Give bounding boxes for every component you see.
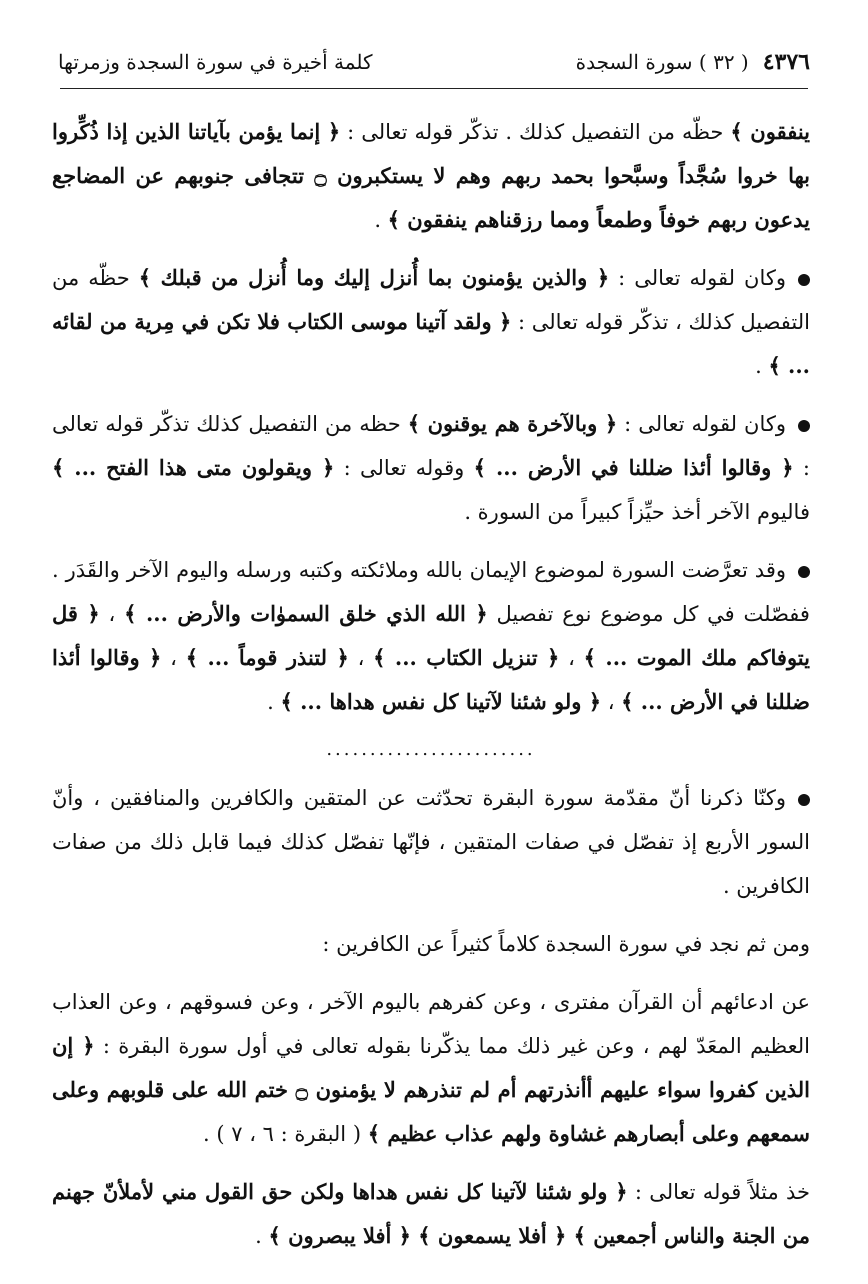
commentary-text: ومن ثم نجد في سورة السجدة كلاماً كثيراً عن الكافرين :: [322, 932, 810, 956]
bullet-icon: [798, 420, 810, 432]
bullet-icon: [798, 794, 810, 806]
header-right: [576, 49, 810, 75]
commentary-text: خذ مثلاً قوله تعالى :: [627, 1180, 810, 1204]
commentary-text: وكان لقوله تعالى :: [617, 412, 786, 436]
verse-text: ﴿ إنما يؤمن بآياتنا الذين إذا ذُكِّروا بها خروا سُجَّداً وسبَّحوا بحمد ربهم وهم لا يستكبرون ۝ تتجافى جنوبهم عن المضاجع يدعون ربهم خوفاً وطمعاً ومما رزقناهم ينفقون ﴾: [52, 119, 811, 232]
commentary-text: ،: [161, 646, 186, 670]
verse-text: ﴿ والذين يؤمنون بما أُنزل إليك وما أُنزل من قبلك ﴾: [138, 265, 610, 290]
commentary-text: وكنّا ذكرنا أنّ مقدّمة سورة البقرة تحدّثت عن المتقين والكافرين والمنافقين ، وأنّ السور الأربع إذ تفصّل في صفات المتقين ، فإنّها تفصّل كذلك فيما قابل ذلك من صفات الكافرين .: [52, 786, 810, 898]
verse-text: ﴿ إن الذين كفروا سواء عليهم أأنذرتهم أم لم تنذرهم لا يؤمنون ۝ ختم الله على قلوبهم وعلى سمعهم وعلى أبصارهم غشاوة ولهم عذاب عظيم ﴾: [52, 1033, 810, 1146]
paragraph-1: [52, 110, 810, 242]
verse-text: ﴿ وقالوا أئذا ضللنا في الأرض ... ﴾: [52, 645, 810, 714]
commentary-text: حظّه من التفصيل كذلك . تذكّر قوله تعالى :: [340, 120, 731, 144]
commentary-text: وقد تعرَّضت السورة لموضوع الإيمان بالله وملائكته وكتبه ورسله واليوم الآخر والقَدَر . ففصّلت في كل موضوع نوع تفصيل: [52, 558, 810, 626]
paragraph-2: [52, 256, 810, 388]
verse-text: ﴿ قل يتوفاكم ملك الموت ... ﴾: [52, 601, 810, 670]
commentary-text: وقوله تعالى :: [334, 456, 474, 480]
commentary-text: فاليوم الآخر أخذ حيِّزاً كبيراً من السورة .: [464, 500, 810, 524]
commentary-text: ،: [601, 690, 622, 714]
running-header: [58, 40, 810, 84]
commentary-text: حظّه من التفصيل كذلك ، تذكّر قوله تعالى :: [52, 266, 810, 334]
verse-citation: ( البقرة : ٦ ، ٧ ) .: [203, 1122, 368, 1146]
paragraph-3: [52, 402, 810, 534]
verse-text: ينفقون ﴾: [730, 119, 810, 144]
verse-text: ﴿ ولقد آتينا موسى الكتاب فلا تكن في مِرية من لقائه ... ﴾: [52, 309, 810, 378]
commentary-text: ،: [559, 646, 584, 670]
verse-text: ﴿ لتنذر قوماً ... ﴾: [185, 645, 349, 670]
commentary-text: عن ادعائهم أن القرآن مفترى ، وعن كفرهم باليوم الآخر ، وعن فسوقهم ، وعن العذاب العظيم المعَدّ لهم ، وعن غير ذلك مما يذكّرنا بقوله تعالى في أول سورة البقرة :: [52, 990, 810, 1058]
verse-text: ﴿ وبالآخرة هم يوقنون ﴾: [407, 411, 618, 436]
commentary-text: حظه من التفصيل كذلك تذكّر قوله تعالى :: [52, 412, 810, 480]
page-body: [52, 110, 810, 1258]
verse-text: ﴿ ويقولون متى هذا الفتح ... ﴾: [52, 455, 335, 480]
verse-text: ﴿ ولو شئنا لآتينا كل نفس هداها ولكن حق القول مني لأملأنّ جهنم من الجنة والناس أجمعين ﴾ ﴿ أفلا يسمعون ﴾ ﴿ أفلا يبصرون ﴾: [52, 1179, 810, 1248]
chapter-title: كلمة أخيرة في سورة السجدة وزمرتها: [58, 50, 373, 74]
paragraph-6: [52, 922, 810, 966]
verse-text: ﴿ الله الذي خلق السموٰات والأرض ... ﴾: [124, 601, 488, 626]
surah-reference: ( ٣٢ ) سورة السجدة: [575, 50, 749, 74]
section-separator: ........................: [326, 739, 536, 760]
commentary-text: .: [374, 208, 388, 232]
verse-text: ﴿ تنزيل الكتاب ... ﴾: [373, 645, 560, 670]
header-rule: [60, 88, 808, 89]
bullet-icon: [798, 566, 810, 578]
commentary-text: .: [267, 690, 281, 714]
commentary-text: وكان لقوله تعالى :: [609, 266, 786, 290]
page-number: ٤٣٧٦: [762, 49, 810, 75]
commentary-text: ،: [99, 602, 125, 626]
bullet-icon: [798, 274, 810, 286]
paragraph-5: [52, 776, 810, 908]
paragraph-8: [52, 1170, 810, 1258]
paragraph-4: [52, 548, 810, 724]
commentary-text: .: [755, 354, 769, 378]
verse-text: ﴿ وقالوا أئذا ضللنا في الأرض ... ﴾: [473, 455, 794, 480]
commentary-text: .: [255, 1224, 269, 1248]
commentary-text: ،: [348, 646, 374, 670]
verse-text: ﴿ ولو شئنا لآتينا كل نفس هداها ... ﴾: [280, 689, 602, 714]
paragraph-7: [52, 980, 810, 1156]
